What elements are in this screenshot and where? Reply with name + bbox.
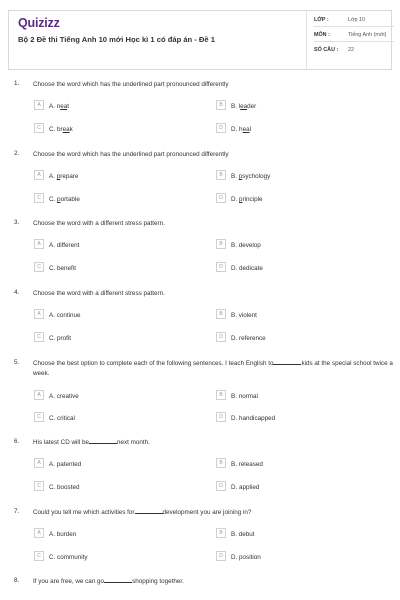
- answer-blank: [89, 443, 117, 444]
- option-label: B. leader: [231, 103, 257, 110]
- meta-count-key: SỐ CÂU :: [314, 47, 339, 53]
- answer-blank: [135, 513, 163, 514]
- option-label: C. portable: [49, 196, 80, 203]
- question-number: 7.: [14, 508, 20, 515]
- option-letter-box: D: [216, 262, 226, 272]
- option-label: A. patented: [49, 461, 82, 468]
- option-letter-box: C: [34, 123, 44, 133]
- quizizz-logo: Quizizz: [18, 16, 60, 30]
- option-letter-box: A: [34, 458, 44, 468]
- option-label: B. develop: [231, 242, 261, 249]
- option-letter-box: B: [216, 458, 226, 468]
- option-letter-box: A: [34, 100, 44, 110]
- option-label: D. principle: [231, 196, 263, 203]
- question-number: 5.: [14, 359, 20, 366]
- option-letter-box: A: [34, 390, 44, 400]
- option-letter-box: B: [216, 239, 226, 249]
- question-text: Choose the word with a different stress pattern.: [33, 220, 165, 227]
- option-label: C. benefit: [49, 265, 76, 272]
- meta-subject-key: MÔN :: [314, 32, 330, 38]
- question-number: 4.: [14, 289, 20, 296]
- question-text: If you are free, we can go shopping together.: [33, 578, 184, 585]
- option-label: C. profit: [49, 335, 72, 342]
- meta-subject-value: Tiếng Anh (mới): [348, 32, 387, 38]
- answer-blank: [273, 364, 301, 365]
- option-label: B. violent: [231, 312, 257, 319]
- meta-class-value: Lớp 10: [348, 17, 366, 23]
- option-letter-box: C: [34, 332, 44, 342]
- option-label: D. heal: [231, 126, 251, 133]
- option-label: D. position: [231, 554, 261, 561]
- option-letter-box: D: [216, 332, 226, 342]
- meta-count-value: 22: [348, 47, 354, 53]
- option-letter-box: B: [216, 309, 226, 319]
- option-label: B. debut: [231, 531, 255, 538]
- question-text: Choose the word which has the underlined part pronounced differently: [33, 151, 229, 158]
- option-letter-box: A: [34, 309, 44, 319]
- option-letter-box: C: [34, 262, 44, 272]
- question-number: 3.: [14, 219, 20, 226]
- option-letter-box: A: [34, 239, 44, 249]
- question-text: His latest CD will be next month.: [33, 439, 150, 446]
- option-letter-box: D: [216, 412, 226, 422]
- option-label: A. neat: [49, 103, 69, 110]
- option-label: A. creative: [49, 393, 79, 400]
- option-letter-box: A: [34, 170, 44, 180]
- option-letter-box: D: [216, 551, 226, 561]
- question-number: 8.: [14, 577, 20, 584]
- option-letter-box: B: [216, 170, 226, 180]
- option-label: A. burden: [49, 531, 77, 538]
- option-label: B. released: [231, 461, 263, 468]
- quiz-title: Bộ 2 Đề thi Tiếng Anh 10 mới Học kì 1 có đáp án - Đề 1: [18, 35, 215, 44]
- option-label: A. continue: [49, 312, 81, 319]
- option-label: B. normal: [231, 393, 258, 400]
- option-label: A. different: [49, 242, 80, 249]
- option-letter-box: A: [34, 528, 44, 538]
- option-letter-box: C: [34, 481, 44, 491]
- option-letter-box: B: [216, 528, 226, 538]
- option-letter-box: D: [216, 193, 226, 203]
- option-label: A. prepare: [49, 173, 79, 180]
- question-number: 1.: [14, 80, 20, 87]
- option-label: D. reference: [231, 335, 266, 342]
- answer-blank: [104, 582, 132, 583]
- option-label: C. break: [49, 126, 73, 133]
- question-text: Choose the best option to complete each of the following sentences. I teach English to kids at the special school twice a week.: [33, 360, 393, 377]
- question-number: 6.: [14, 438, 20, 445]
- option-label: C. critical: [49, 415, 75, 422]
- option-letter-box: C: [34, 193, 44, 203]
- question-text: Could you tell me which activities for development you are joining in?: [33, 509, 252, 516]
- option-label: D. applied: [231, 484, 260, 491]
- option-label: B. psychology: [231, 173, 271, 180]
- question-text: Choose the word with a different stress pattern.: [33, 290, 165, 297]
- option-label: C. boosted: [49, 484, 80, 491]
- meta-class-key: LỚP :: [314, 17, 329, 23]
- option-letter-box: D: [216, 481, 226, 491]
- option-letter-box: B: [216, 100, 226, 110]
- option-letter-box: B: [216, 390, 226, 400]
- option-label: D. dedicate: [231, 265, 263, 272]
- quiz-header: [8, 10, 392, 70]
- option-letter-box: D: [216, 123, 226, 133]
- header-divider: [306, 11, 307, 69]
- option-label: D. handicapped: [231, 415, 276, 422]
- option-label: C. community: [49, 554, 88, 561]
- question-number: 2.: [14, 150, 20, 157]
- option-letter-box: C: [34, 412, 44, 422]
- option-letter-box: C: [34, 551, 44, 561]
- question-text: Choose the word which has the underlined part pronounced differently: [33, 81, 229, 88]
